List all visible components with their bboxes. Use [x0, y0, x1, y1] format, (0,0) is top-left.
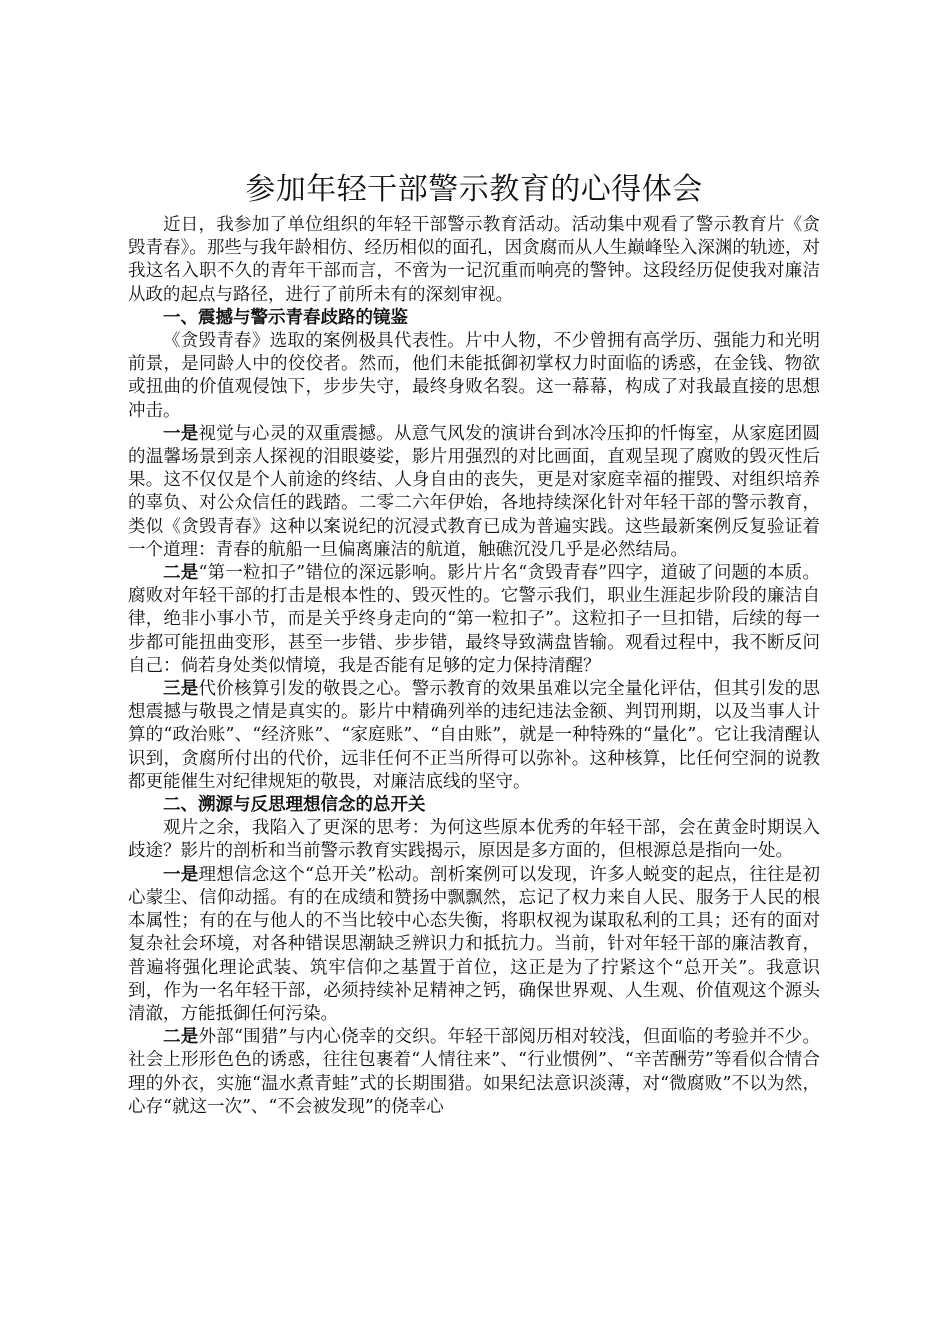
- intro-paragraph: 近日，我参加了单位组织的年轻干部警示教育活动。活动集中观看了警示教育片《贪毁青春》。那些与我年龄相仿、经历相似的面孔，因贪腐而从人生巅峰坠入深渊的轨迹，对我这名入职不久的青年干部而言，不啻为一记沉重而响亮的警钟。这段经历促使我对廉洁从政的起点与路径，进行了前所未有的深刻审视。: [128, 215, 820, 305]
- point-lead: 三是: [163, 679, 199, 700]
- point-lead: 一是: [163, 864, 199, 885]
- section1-intro-paragraph: 《贪毁青春》选取的案例极具代表性。片中人物，不少曾拥有高学历、强能力和光明前景，是同龄人中的佼佼者。然而，他们未能抵御初掌权力时面临的诱惑，在金钱、物欲或扭曲的价值观侵蚀下，步步失守，最终身败名裂。这一幕幕，构成了对我最直接的思想冲击。: [128, 331, 820, 421]
- section2-point-1: [128, 864, 820, 1026]
- section1-point-1: [128, 423, 820, 562]
- point-body: 外部“围猎”与内心侥幸的交织。年轻干部阅历相对较浅，但面临的考验并不少。社会上形形色色的诱惑，往往包裹着“人情往来”、“行业惯例”、“辛苦酬劳”等看似合情合理的外衣，实施“温水煮青蛙”式的长期围猎。如果纪法意识淡薄，对“微腐败”不以为然，心存“就这一次”、“不会被发现”的侥幸心: [128, 1027, 821, 1117]
- document-page: [128, 168, 820, 1119]
- section2-point-2: [128, 1026, 820, 1119]
- section-heading-2: 二、溯源与反思理想信念的总开关: [163, 795, 426, 816]
- section2-intro-paragraph: 观片之余，我陷入了更深的思考：为何这些原本优秀的年轻干部，会在黄金时期误入歧途？影片的剖析和当前警示教育实践揭示，原因是多方面的，但根源总是指向一处。: [128, 818, 820, 862]
- point-lead: 二是: [163, 563, 199, 584]
- point-lead: 二是: [163, 1027, 199, 1048]
- point-lead: 一是: [163, 423, 199, 444]
- point-body: 视觉与心灵的双重震撼。从意气风发的演讲台到冰冷压抑的忏悔室，从家庭团圆的温馨场景到亲人探视的泪眼婆娑，影片用强烈的对比画面，直观呈现了腐败的毁灭性后果。这不仅仅是个人前途的终结、人身自由的丧失，更是对家庭幸福的摧毁、对组织培养的辜负、对公众信任的践踏。二零二六年伊始，各地持续深化针对年轻干部的警示教育，类似《贪毁青春》这种以案说纪的沉浸式教育已成为普遍实践。这些最新案例反复验证着一个道理：青春的航船一旦偏离廉洁的航道，触礁沉没几乎是必然结局。: [128, 423, 821, 560]
- point-body: 理想信念这个“总开关”松动。剖析案例可以发现，许多人蜕变的起点，往往是初心蒙尘、信仰动摇。有的在成绩和赞扬中飘飘然，忘记了权力来自人民、服务于人民的根本属性；有的在与他人的不当比较中心态失衡，将职权视为谋取私利的工具；还有的面对复杂社会环境，对各种错误思潮缺乏辨识力和抵抗力。当前，针对年轻干部的廉洁教育，普遍将强化理论武装、筑牢信仰之基置于首位，这正是为了拧紧这个“总开关”。我意识到，作为一名年轻干部，必须持续补足精神之钙，确保世界观、人生观、价值观这个源头清澈，方能抵御任何污染。: [128, 864, 821, 1024]
- section1-point-2: [128, 562, 820, 678]
- section1-point-3: [128, 678, 820, 794]
- document-title: 参加年轻干部警示教育的心得体会: [245, 172, 703, 207]
- point-body: 代价核算引发的敬畏之心。警示教育的效果虽难以完全量化评估，但其引发的思想震撼与敬畏之情是真实的。影片中精确列举的违纪违法金额、判罚刑期，以及当事人计算的“政治账”、“经济账”、“家庭账”、“自由账”，就是一种特殊的“量化”。它让我清醒认识到，贪腐所付出的代价，远非任何不正当所得可以弥补。这种核算，比任何空洞的说教都更能催生对纪律规矩的敬畏，对廉洁底线的坚守。: [128, 679, 821, 792]
- point-body: “第一粒扣子”错位的深远影响。影片片名“贪毁青春”四字，道破了问题的本质。腐败对年轻干部的打击是根本性的、毁灭性的。它警示我们，职业生涯起步阶段的廉洁自律，绝非小事小节，而是关乎终身走向的“第一粒扣子”。这粒扣子一旦扣错，后续的每一步都可能扭曲变形，甚至一步错、步步错，最终导致满盘皆输。观看过程中，我不断反问自己：倘若身处类似情境，我是否能有足够的定力保持清醒？: [128, 563, 820, 676]
- section-heading-1: 一、震撼与警示青春歧路的镜鉴: [163, 307, 408, 328]
